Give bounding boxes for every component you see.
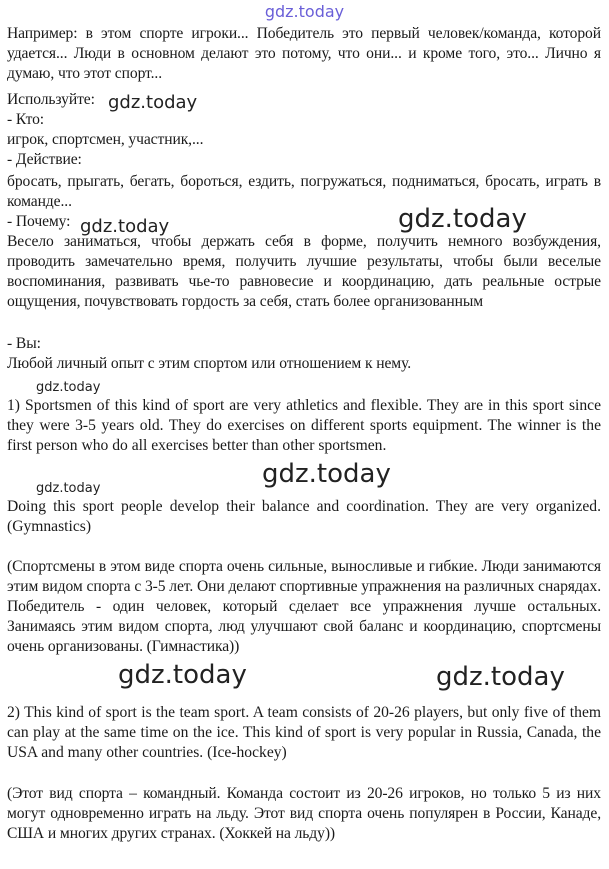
watermark: gdz.today: [108, 92, 198, 113]
action-text: бросать, прыгать, бегать, бороться, ездить, погружаться, подниматься, бросать, играть в команде...: [7, 173, 601, 210]
who-text: игрок, спортсмен, участник,...: [7, 131, 204, 148]
item-1-english-paragraph: 1) Sportsmen of this kind of sport are very athletics and flexible. They are in this sport since they were 3-5 years old. They do exercises on different sports equipment. The winner is the first person who do all exercises better than other sportsmen.: [7, 397, 601, 454]
watermark: gdz.today: [118, 660, 247, 690]
watermark: gdz.today: [398, 204, 527, 234]
item-1-english-conclusion: Doing this sport people develop their balance and coordination. They are very organized. (Gymnastics): [7, 498, 601, 535]
watermark: gdz.today: [262, 459, 391, 489]
watermark: gdz.today: [80, 216, 170, 237]
who-label: - Кто:: [7, 111, 45, 128]
watermark: gdz.today: [36, 481, 101, 496]
item-2-english-paragraph: 2) This kind of sport is the team sport. A team consists of 20-26 players, but only five of them can play at the same time on the ice. This kind of sport is very popular in Russia, Canada, the USA and many other countries. (Ice-hockey): [7, 704, 601, 761]
action-label: - Действие:: [7, 151, 82, 168]
watermark: gdz.today: [436, 662, 565, 692]
intro-paragraph: Например: в этом спорте игроки... Победитель это первый человек/команда, которой удается... Люди в основном делают это потому, что они... и кроме того, это... Лично я думаю, что этот спорт...: [7, 25, 601, 82]
watermark: gdz.today: [36, 380, 101, 395]
why-text: Весело заниматься, чтобы держать себя в форме, получить немного возбуждения, проводить замечательно время, получить лучшие результаты, чтобы были веселые воспоминания, развивать чье-то равновесие и координацию, дать реальные острые ощущения, почувствовать гордость за себя, стать более организованным: [7, 233, 601, 310]
you-label: - Вы:: [7, 335, 41, 352]
item-1-russian-translation: (Спортсмены в этом виде спорта очень сильные, выносливые и гибкие. Люди занимаются этим видом спорта с 3-5 лет. Они делают спортивные упражнения на различных снарядах. Победитель - один человек, который сделает все упражнения лучше остальных. Занимаясь этим видом спорта, люд улучшают свой баланс и координацию, спортсмены очень организованы. (Гимнастика)): [7, 558, 601, 655]
use-label: Используйте:: [7, 91, 95, 108]
why-label: - Почему:: [7, 213, 71, 230]
item-2-russian-translation: (Этот вид спорта – командный. Команда состоит из 20-26 игроков, но только 5 из них могут одновременно играть на льду. Этот вид спорта очень популярен в России, Канаде, США и многих других странах. (Хоккей на льду)): [7, 785, 601, 842]
watermark-top: gdz.today: [264, 2, 345, 21]
you-text: Любой личный опыт с этим спортом или отношением к нему.: [7, 355, 412, 372]
